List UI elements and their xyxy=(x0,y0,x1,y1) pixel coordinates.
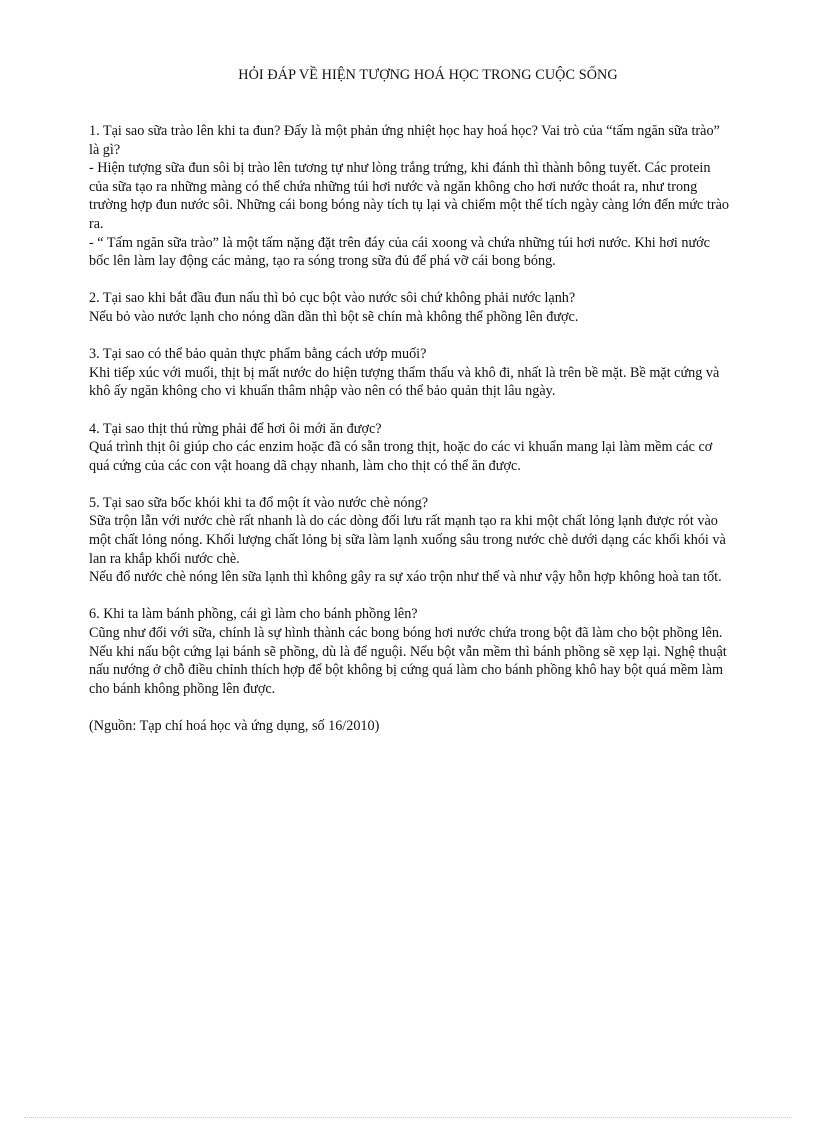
source-citation: (Nguồn: Tạp chí hoá học và ứng dụng, số 16/2010) xyxy=(89,718,380,734)
qa-section-2 xyxy=(89,289,729,326)
question-1: 1. Tại sao sữa trào lên khi ta đun? Đấy là một phản ứng nhiệt học hay hoá học? Vai trò của “tấm ngăn sữa trào” là gì? xyxy=(89,123,720,158)
qa-section-1 xyxy=(89,122,729,271)
question-5: 5. Tại sao sữa bốc khói khi ta đổ một ít vào nước chè nóng? xyxy=(89,494,429,511)
page-bottom-divider xyxy=(24,1117,792,1118)
answer-5b: Nếu đổ nước chè nóng lên sữa lạnh thì không gây ra sự xáo trộn như thế và như vậy hỗn hợp không hoà tan tốt. xyxy=(89,569,722,586)
answer-5a: Sữa trộn lẫn với nước chè rất nhanh là do các dòng đối lưu rất mạnh tạo ra khi một chất lỏng lạnh được rót vào một chất lỏng nóng. Khối lượng chất lỏng bị sữa làm lạnh xuống sâu trong nước chè dưới dạng các khối khói và lan ra khắp khối nước chè. xyxy=(89,513,726,567)
answer-4: Quá trình thịt ôi giúp cho các enzim hoặc đã có sẵn trong thịt, hoặc do các vi khuẩn mang lại làm mềm các cơ quá cứng của các con vật hoang dã chạy nhanh, làm cho thịt có thể ăn được. xyxy=(89,439,713,474)
question-3: 3. Tại sao có thể bảo quản thực phẩm bằng cách ướp muối? xyxy=(89,346,427,363)
question-4: 4. Tại sao thịt thú rừng phải để hơi ôi mới ăn được? xyxy=(89,420,382,437)
qa-section-5 xyxy=(89,494,729,587)
qa-section-3 xyxy=(89,345,729,401)
document-title: HỎI ĐÁP VỀ HIỆN TƯỢNG HOÁ HỌC TRONG CUỘC SỐNG xyxy=(238,67,618,83)
qa-section-4 xyxy=(89,420,729,476)
answer-6: Cũng như đối với sữa, chính là sự hình thành các bong bóng hơi nước chứa trong bột đã làm cho bột phồng lên. Nếu khi nấu bột cứng lại bánh sẽ phồng, dù là để nguội. Nếu bột vẫn mềm thì bánh phồng sẽ xẹp lại. Nghệ thuật nấu nướng ở chỗ điều chỉnh thích hợp để bột không bị cứng quá làm cho bánh phồng khô hay bột quá mềm làm cho bánh không phồng lên được. xyxy=(89,625,727,697)
qa-section-6 xyxy=(89,605,729,698)
answer-1b: - “ Tấm ngăn sữa trào” là một tấm nặng đặt trên đáy của cái xoong và chứa những túi hơi nước. Khi hơi nước bốc lên làm lay động các mảng, tạo ra sóng trong sữa đủ để phá vỡ cái bong bóng. xyxy=(89,234,710,270)
question-2: 2. Tại sao khi bắt đầu đun nấu thì bỏ cục bột vào nước sôi chứ không phải nước lạnh? xyxy=(89,290,576,307)
answer-1a: - Hiện tượng sữa đun sôi bị trào lên tương tự như lòng trắng trứng, khi đánh thì thành bông tuyết. Các protein của sữa tạo ra những màng có thể chứa những túi hơi nước và ngăn không cho hơi nước thoát ra, như trong trường hợp đun nước sôi. Những cái bong bóng này tích tụ lại và chiếm một thể tích ngày càng lớn đến mức trào ra. xyxy=(89,160,729,232)
answer-2: Nếu bỏ vào nước lạnh cho nóng dần dần thì bột sẽ chín mà không thể phồng lên được. xyxy=(89,308,579,325)
answer-3: Khi tiếp xúc với muối, thịt bị mất nước do hiện tượng thẩm thấu và khô đi, nhất là trên bề mặt. Bề mặt cứng và khô ấy ngăn không cho vi khuẩn thâm nhập vào nên có thể bảo quản thịt lâu ngày. xyxy=(89,364,720,400)
question-6: 6. Khi ta làm bánh phồng, cái gì làm cho bánh phồng lên? xyxy=(89,606,418,623)
document-body xyxy=(89,122,729,736)
